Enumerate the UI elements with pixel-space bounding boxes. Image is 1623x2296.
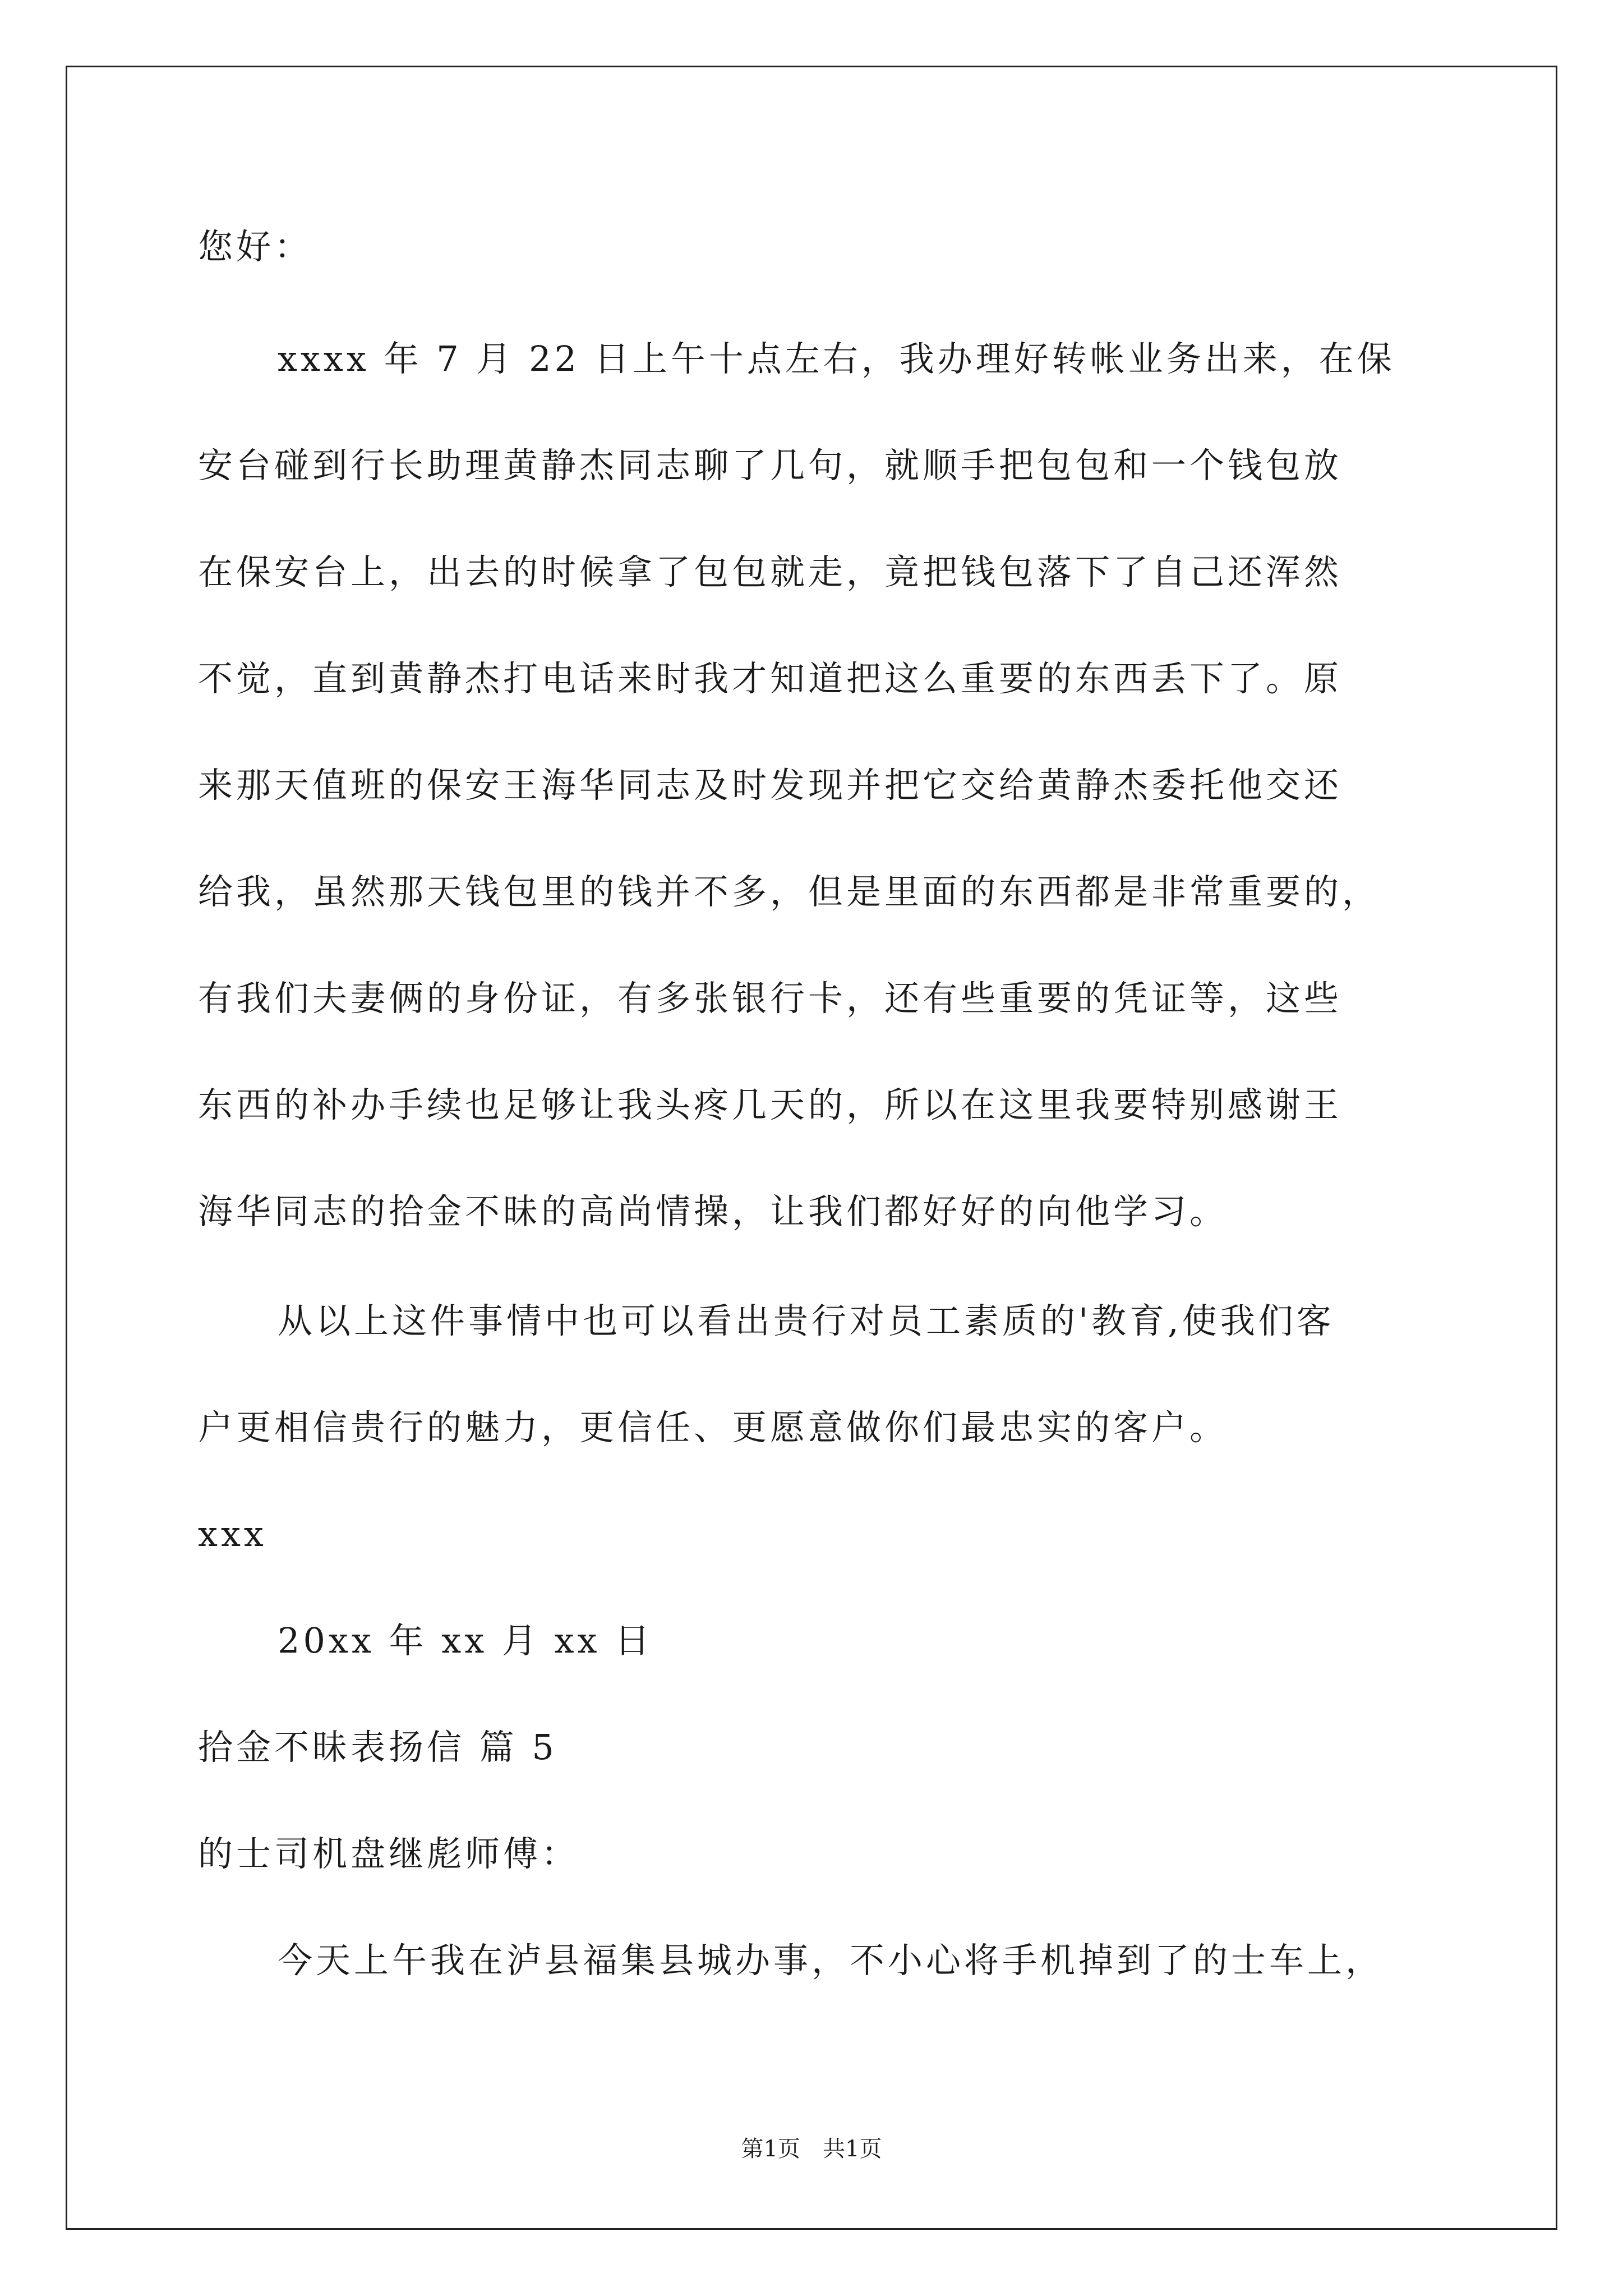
salutation: 的士司机盘继彪师傅： <box>198 1833 580 1874</box>
body-line: 东西的补办手续也足够让我头疼几天的，所以在这里我要特别感谢王 <box>198 1084 1343 1125</box>
body-line: 在保安台上，出去的时候拿了包包就走，竟把钱包落下了自己还浑然 <box>198 551 1343 592</box>
page-number: 第1页 <box>741 2136 800 2162</box>
body-line: 有我们夫妻俩的身份证，有多张银行卡，还有些重要的凭证等，这些 <box>198 978 1343 1019</box>
body-line: 安台碰到行长助理黄静杰同志聊了几句，就顺手把包包和一个钱包放 <box>198 445 1343 486</box>
page-total: 共1页 <box>823 2136 882 2162</box>
body-line: 户更相信贵行的魅力，更信任、更愿意做你们最忠实的客户。 <box>198 1407 1228 1448</box>
page-border <box>66 66 1557 2230</box>
body-line: xxxx 年 7 月 22 日上午十点左右，我办理好转帐业务出来，在保 <box>278 338 1395 379</box>
body-line: 不觉，直到黄静杰打电话来时我才知道把这么重要的东西丢下了。原 <box>198 658 1343 699</box>
body-line: 给我，虽然那天钱包里的钱并不多，但是里面的东西都是非常重要的， <box>198 871 1381 912</box>
section-heading: 拾金不昧表扬信 篇 5 <box>198 1727 557 1768</box>
signature: xxx <box>198 1513 267 1554</box>
body-line: 来那天值班的保安王海华同志及时发现并把它交给黄静杰委托他交还 <box>198 765 1343 806</box>
body-line: 今天上午我在泸县福集县城办事，不小心将手机掉到了的士车上， <box>278 1940 1384 1981</box>
page-footer <box>0 2135 1623 2163</box>
salutation: 您好： <box>198 226 313 267</box>
body-line: 从以上这件事情中也可以看出贵行对员工素质的'教育,使我们客 <box>278 1300 1335 1341</box>
body-line: 海华同志的拾金不昧的高尚情操，让我们都好好的向他学习。 <box>198 1191 1228 1232</box>
date-line: 20xx 年 xx 月 xx 日 <box>278 1620 653 1661</box>
